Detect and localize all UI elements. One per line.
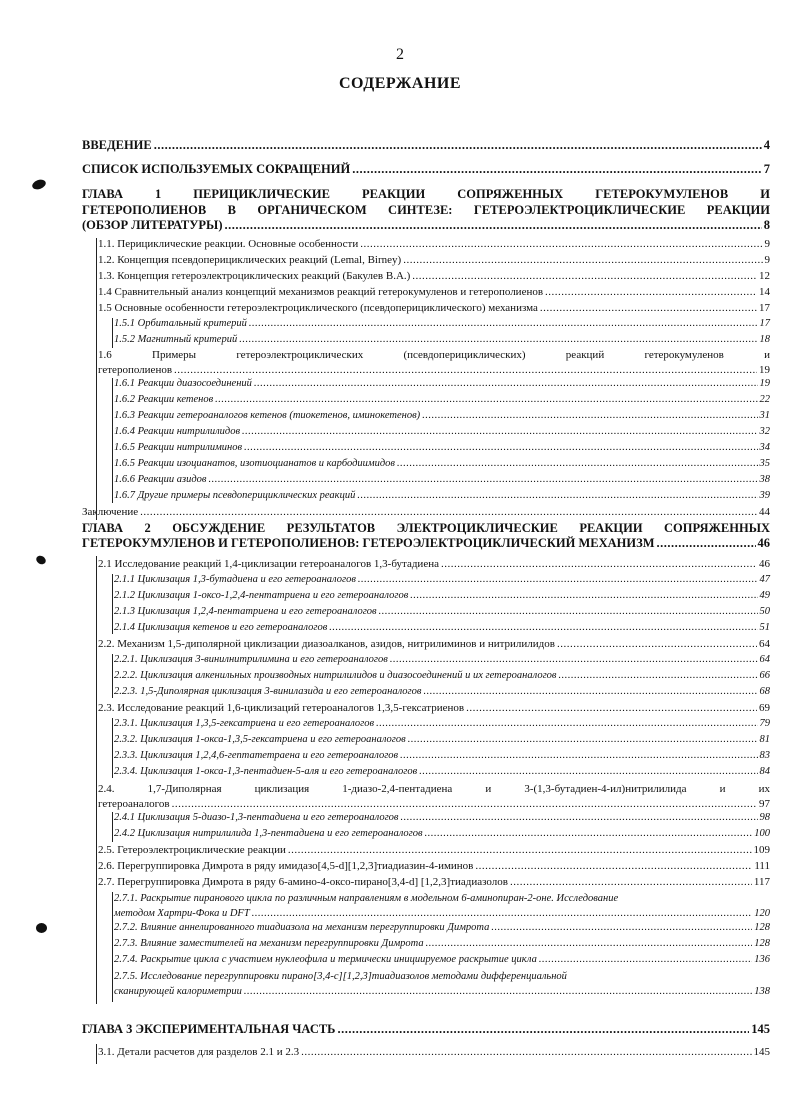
leader-dots (540, 302, 757, 314)
toc-page-number: 145 (751, 1022, 770, 1036)
leader-dots (154, 138, 762, 153)
toc-entry-label: 2.3.2. Циклизация 1-окса-1,3,5-гексатриена и его гетероаналогов (114, 734, 406, 745)
toc-page-number: 9 (764, 254, 770, 266)
toc-entry-wrapped-line: 2.7.1. Раскрытие пиранового цикла по различным направлениям в модельном 6-аминопиран-2-оне. Исследование (114, 893, 619, 904)
section-bracket-line (112, 574, 113, 634)
toc-entry-label: 2.1.2 Циклизация 1-оксо-1,2,4-пентатриена и его гетероаналогов (114, 590, 409, 601)
leader-dots (174, 364, 757, 376)
toc-entry[interactable] (114, 574, 770, 585)
toc-entry-label: 2.2.2. Циклизация алкенильных производных нитрилилидов и диазосоединений и их гетероаналогов (114, 670, 557, 681)
toc-page-number: 51 (759, 622, 770, 633)
toc-entry[interactable] (98, 844, 770, 856)
toc-page-number: 49 (759, 590, 770, 601)
leader-dots (557, 638, 757, 650)
toc-entry-label: 1.4 Сравнительный анализ концепций механизмов реакций гетерокумуленов и гетерополиенов (98, 286, 544, 298)
toc-entry[interactable] (98, 270, 770, 282)
toc-entry-label: 1.6.5 Реакции нитрилиминов (114, 442, 243, 453)
toc-entry[interactable] (114, 394, 770, 405)
toc-entry-label: методом Хартри-Фока и DFT (114, 908, 250, 919)
section-bracket-line (112, 378, 113, 503)
leader-dots (244, 986, 752, 997)
leader-dots (408, 734, 758, 745)
toc-page-number: 109 (753, 844, 770, 856)
toc-entry[interactable] (98, 1046, 770, 1058)
toc-entry[interactable] (98, 558, 770, 570)
toc-entry-label: 2.3. Исследование реакций 1,6-циклизаций гетероаналогов 1,3,5-гексатриенов (98, 702, 465, 714)
toc-entry-label: ГЕТЕРОКУМУЛЕНОВ И ГЕТЕРОПОЛИЕНОВ: ГЕТЕРОЭЛЕКТРОЦИКЛИЧЕСКИЙ МЕХАНИЗМ (82, 536, 655, 550)
toc-page-number: 145 (753, 1046, 770, 1058)
leader-dots (422, 410, 757, 421)
toc-entry[interactable] (114, 686, 770, 697)
leader-dots (357, 490, 757, 501)
toc-page-number: 117 (753, 876, 770, 888)
toc-entry-label: 2.3.1. Циклизация 1,3,5-гексатриена и его гетероаналогов (114, 718, 375, 729)
leader-dots (558, 670, 757, 681)
section-bracket-line (112, 718, 113, 778)
section-bracket-line (96, 238, 97, 520)
toc-page-number: 64 (759, 654, 770, 665)
toc-page-number: 8 (763, 218, 770, 232)
chapter-1-heading-line2: ГЕТЕРОПОЛИЕНОВ В ОРГАНИЧЕСКОМ СИНТЕЗЕ: ГЕТЕРОЭЛЕКТРОЦИКЛИЧЕСКИЕ РЕАКЦИИ (82, 203, 770, 217)
section-bracket-line (112, 812, 113, 842)
leader-dots (403, 254, 762, 266)
toc-entry[interactable] (114, 458, 770, 469)
section-bracket-line (96, 556, 97, 1004)
toc-entry[interactable] (98, 364, 770, 376)
toc-entry-wrapped-line: 2.4. 1,7-Диполярная циклизация 1-диазо-2,4-пентадиена и 3-(1,3-бутадиен-4-ил)нитрилилида и их (98, 783, 770, 795)
toc-entry[interactable] (114, 922, 770, 933)
toc-page-number: 111 (754, 860, 770, 872)
toc-entry-label: 1.6.6 Реакции азидов (114, 474, 207, 485)
toc-entry-label: 2.2. Механизм 1,5-диполярной циклизации диазоалканов, азидов, нитрилиминов и нитрилилидов (98, 638, 555, 650)
toc-page-number: 31 (759, 410, 770, 421)
toc-page-number: 128 (754, 922, 770, 933)
toc-page-number: 17 (759, 318, 770, 329)
toc-entry[interactable] (98, 702, 770, 714)
page-number: 2 (396, 46, 404, 63)
leader-dots (358, 574, 758, 585)
toc-entry-label: 2.4.1 Циклизация 5-диазо-1,3-пентадиена и его гетероаналогов (114, 812, 399, 823)
toc-page-number: 38 (759, 474, 770, 485)
toc-entry[interactable] (114, 334, 770, 345)
leader-dots (337, 1022, 749, 1037)
toc-entry[interactable] (114, 442, 770, 453)
toc-page-number: 50 (759, 606, 770, 617)
toc-entry-label: 2.7.2. Влияние аннелированного тиадиазола на механизм перегруппировки Димрота (114, 922, 490, 933)
toc-entry-wrapped-line: 2.7.5. Исследование перегруппировки пирано[3,4-c][1,2,3]тиадиазолов методами дифференциальной (114, 971, 567, 982)
leader-dots (352, 162, 762, 177)
toc-entry-label: 1.6.7 Другие примеры псевдоперициклических реакций (114, 490, 356, 501)
toc-page-number: 138 (754, 986, 770, 997)
leader-dots (172, 798, 757, 810)
toc-entry-label: 1.3. Концепция гетероэлектроциклических реакций (Бакулев В.А.) (98, 270, 411, 282)
toc-entry-label: 2.6. Перегруппировка Димрота в ряду имидазо[4,5-d][1,2,3]тиадиазин-4-иминов (98, 860, 474, 872)
toc-page-number: 98 (759, 812, 770, 823)
toc-page-number: 18 (759, 334, 770, 345)
toc-entry[interactable] (114, 622, 770, 633)
toc-entry-label: СПИСОК ИСПОЛЬЗУЕМЫХ СОКРАЩЕНИЙ (82, 162, 351, 176)
toc-entry-label: 1.2. Концепция псевдоперициклических реакций (Lemal, Birney) (98, 254, 402, 266)
toc-entry-label: ГЛАВА 3 ЭКСПЕРИМЕНТАЛЬНАЯ ЧАСТЬ (82, 1022, 336, 1036)
toc-page-number: 32 (759, 426, 770, 437)
section-bracket-line (112, 318, 113, 348)
leader-dots (301, 1046, 751, 1058)
toc-page-number: 34 (759, 442, 770, 453)
toc-entry-label: 2.4.2 Циклизация нитрилилида 1,3-пентадиена и его гетероаналогов (114, 828, 423, 839)
toc-entry[interactable] (114, 734, 770, 745)
toc-entry[interactable] (114, 908, 770, 919)
toc-entry[interactable] (114, 670, 770, 681)
leader-dots (400, 812, 757, 823)
toc-page-number: 19 (759, 378, 770, 389)
leader-dots (288, 844, 752, 856)
toc-entry-label: 1.5.2 Магнитный критерий (114, 334, 238, 345)
toc-entry-intro[interactable] (82, 138, 770, 153)
toc-entry[interactable] (98, 254, 770, 266)
leader-dots (376, 718, 757, 729)
leader-dots (423, 686, 757, 697)
toc-entry[interactable] (114, 938, 770, 949)
toc-page-number: 120 (754, 908, 770, 919)
leader-dots (397, 458, 758, 469)
margin-mark (36, 923, 47, 933)
toc-entry-chapter-2[interactable] (82, 536, 770, 551)
leader-dots (244, 442, 757, 453)
toc-page-number: 136 (754, 954, 770, 965)
toc-entry[interactable] (114, 986, 770, 997)
toc-entry[interactable] (114, 718, 770, 729)
toc-entry-chapter-3[interactable] (82, 1022, 770, 1037)
toc-entry[interactable] (114, 766, 770, 777)
toc-page-number: 83 (759, 750, 770, 761)
toc-entry[interactable] (98, 302, 770, 314)
leader-dots (426, 938, 753, 949)
toc-entry-label: 1.6.4 Реакции нитрилилидов (114, 426, 241, 437)
toc-entry[interactable] (114, 426, 770, 437)
toc-entry[interactable] (82, 506, 770, 518)
toc-entry-label: 2.1.4 Циклизация кетенов и его гетероаналогов (114, 622, 328, 633)
toc-page-number: 64 (759, 638, 770, 650)
toc-page-number: 22 (759, 394, 770, 405)
leader-dots (254, 378, 758, 389)
leader-dots (379, 606, 758, 617)
toc-entry-label: 1.6.1 Реакции диазосоединений (114, 378, 252, 389)
toc-entry-label: 2.1 Исследование реакций 1,4-циклизации гетероаналогов 1,3-бутадиена (98, 558, 439, 570)
toc-page-number: 35 (759, 458, 770, 469)
toc-entry-label: гетероаналогов (98, 798, 170, 810)
leader-dots (242, 426, 757, 437)
toc-entry-label: 2.2.3. 1,5-Диполярная циклизация 3-винилазида и его гетероаналогов (114, 686, 422, 697)
leader-dots (252, 908, 753, 919)
leader-dots (390, 654, 758, 665)
toc-entry[interactable] (98, 798, 770, 810)
toc-page-number: 9 (764, 238, 770, 250)
toc-page-number: 46 (759, 558, 770, 570)
toc-entry-label: ВВЕДЕНИЕ (82, 138, 152, 152)
toc-entry[interactable] (98, 860, 770, 872)
toc-entry-label: (ОБЗОР ЛИТЕРАТУРЫ) (82, 218, 223, 232)
toc-entry[interactable] (98, 286, 770, 298)
toc-entry[interactable] (114, 750, 770, 761)
toc-entry[interactable] (114, 654, 770, 665)
toc-entry-label: 2.5. Гетероэлектроциклические реакции (98, 844, 286, 856)
leader-dots (140, 506, 757, 518)
toc-entry[interactable] (114, 490, 770, 501)
toc-entry-label: 1.6.5 Реакции изоцианатов, изотиоцианатов и карбодиимидов (114, 458, 395, 469)
toc-entry[interactable] (98, 238, 770, 250)
toc-page-number: 12 (759, 270, 770, 282)
toc-entry-label: гетерополиенов (98, 364, 173, 376)
toc-entry-label: 2.3.4. Циклизация 1-окса-1,3-пентадиен-5-аля и его гетероаналогов (114, 766, 418, 777)
toc-page-number: 4 (763, 138, 770, 152)
toc-entry-wrapped-line: 1.6 Примеры гетероэлектроциклических (псевдоперициклических) реакций гетерокумуленов и (98, 349, 770, 361)
leader-dots (400, 750, 757, 761)
toc-entry-label: 2.7.4. Раскрытие цикла с участием нуклеофила и термически инициируемое раскрытие цикла (114, 954, 537, 965)
leader-dots (510, 876, 752, 888)
toc-entry-label: 2.1.3 Циклизация 1,2,4-пентатриена и его гетероаналогов (114, 606, 377, 617)
toc-entry-label: 2.3.3. Циклизация 1,2,4,6-гептатетраена и его гетероаналогов (114, 750, 399, 761)
toc-page-number: 81 (759, 734, 770, 745)
toc-page-number: 44 (759, 506, 770, 518)
leader-dots (466, 702, 757, 714)
toc-page-number: 39 (759, 490, 770, 501)
leader-dots (410, 590, 757, 601)
toc-page-number: 68 (759, 686, 770, 697)
section-bracket-line (96, 1044, 97, 1064)
leader-dots (657, 536, 756, 551)
toc-entry[interactable] (114, 828, 770, 839)
leader-dots (249, 318, 758, 329)
toc-page-number: 14 (759, 286, 770, 298)
section-bracket-line (112, 892, 113, 1002)
toc-entry-label: сканирующей калориметрии (114, 986, 242, 997)
toc-entry-label: 2.7. Перегруппировка Димрота в ряду 6-амино-4-оксо-пирано[3,4-d] [1,2,3]тиадиазолов (98, 876, 508, 888)
leader-dots (208, 474, 757, 485)
toc-page-number: 47 (759, 574, 770, 585)
toc-entry-label: 2.2.1. Циклизация 3-винилнитрилимина и его гетероаналогов (114, 654, 388, 665)
toc-page-number: 84 (759, 766, 770, 777)
section-bracket-line (112, 654, 113, 698)
toc-entry-label: 1.6.3 Реакции гетероаналогов кетенов (тиокетенов, иминокетенов) (114, 410, 421, 421)
toc-entry[interactable] (114, 954, 770, 965)
toc-entry-label: 1.6.2 Реакции кетенов (114, 394, 214, 405)
leader-dots (329, 622, 757, 633)
leader-dots (225, 218, 762, 233)
chapter-2-heading-line1: ГЛАВА 2 ОБСУЖДЕНИЕ РЕЗУЛЬТАТОВ ЭЛЕКТРОЦИКЛИЧЕСКИЕ РЕАКЦИИ СОПРЯЖЕННЫХ (82, 521, 770, 535)
leader-dots (215, 394, 757, 405)
leader-dots (239, 334, 757, 345)
chapter-1-heading-line1: ГЛАВА 1 ПЕРИЦИКЛИЧЕСКИЕ РЕАКЦИИ СОПРЯЖЕННЫХ ГЕТЕРОКУМУЛЕНОВ И (82, 187, 770, 201)
leader-dots (441, 558, 757, 570)
toc-entry[interactable] (98, 638, 770, 650)
toc-page-number: 100 (754, 828, 770, 839)
toc-entry-label: Заключение (82, 506, 139, 518)
toc-entry[interactable] (114, 410, 770, 421)
toc-entry[interactable] (114, 812, 770, 823)
toc-page-number: 97 (759, 798, 770, 810)
toc-entry-label: 1.1. Перициклические реакции. Основные особенности (98, 238, 359, 250)
leader-dots (419, 766, 757, 777)
toc-entry[interactable] (114, 590, 770, 601)
toc-entry[interactable] (98, 876, 770, 888)
toc-entry-abbreviations[interactable] (82, 162, 770, 177)
toc-entry-chapter-1[interactable] (82, 218, 770, 233)
toc-entry[interactable] (114, 318, 770, 329)
toc-entry[interactable] (114, 378, 770, 389)
toc-page-number: 66 (759, 670, 770, 681)
toc-entry[interactable] (114, 474, 770, 485)
toc-entry-label: 2.7.3. Влияние заместителей на механизм перегруппировки Димрота (114, 938, 424, 949)
toc-page-number: 46 (757, 536, 770, 550)
leader-dots (412, 270, 757, 282)
leader-dots (475, 860, 752, 872)
toc-entry[interactable] (114, 606, 770, 617)
toc-page-number: 79 (759, 718, 770, 729)
toc-entry-label: 2.1.1 Циклизация 1,3-бутадиена и его гетероаналогов (114, 574, 356, 585)
toc-page-number: 19 (759, 364, 770, 376)
leader-dots (539, 954, 752, 965)
toc-entry-label: 3.1. Детали расчетов для разделов 2.1 и 2.3 (98, 1046, 300, 1058)
leader-dots (425, 828, 753, 839)
toc-entry-label: 1.5 Основные особенности гетероэлектроциклического (псевдоперициклического) механизма (98, 302, 538, 314)
toc-page-number: 7 (763, 162, 770, 176)
toc-page-number: 128 (754, 938, 770, 949)
toc-page-number: 17 (759, 302, 770, 314)
page-title: СОДЕРЖАНИЕ (338, 75, 462, 92)
leader-dots (360, 238, 762, 250)
toc-entry-label: 1.5.1 Орбитальный критерий (114, 318, 247, 329)
leader-dots (545, 286, 757, 298)
leader-dots (491, 922, 752, 933)
toc-page-number: 69 (759, 702, 770, 714)
